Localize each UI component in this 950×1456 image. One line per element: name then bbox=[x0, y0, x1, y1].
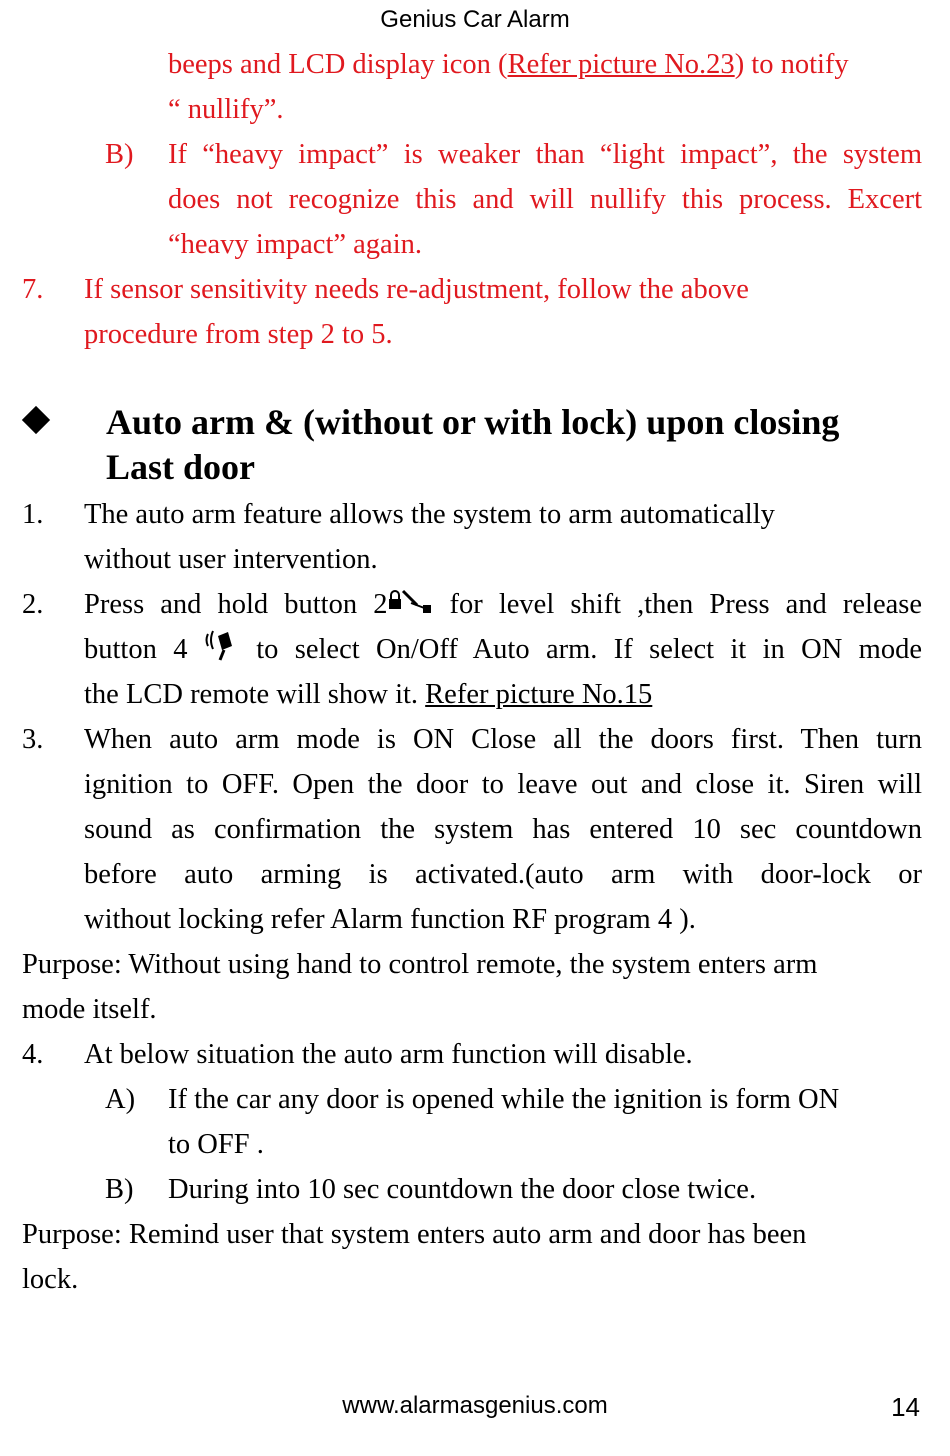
refer-picture-23-link: Refer picture No.23 bbox=[507, 49, 735, 80]
purpose-2-line-2: lock. bbox=[22, 1264, 79, 1295]
item-1-number: 1. bbox=[22, 499, 44, 530]
item-2-line-3-a: the LCD remote will show it. bbox=[84, 679, 426, 710]
item-1-line-2: without user intervention. bbox=[84, 544, 378, 575]
purpose-2-line-1: Purpose: Remind user that system enters auto arm and door has been bbox=[22, 1219, 807, 1250]
red-line-2: “ nullify”. bbox=[168, 94, 284, 125]
item-2-line-3 bbox=[84, 672, 686, 717]
section-heading-line-2: Last door bbox=[106, 447, 256, 487]
item-7-line-2: procedure from step 2 to 5. bbox=[84, 319, 393, 350]
item-3-line-2: ignition to OFF. Open the door to leave out and close it. Siren will bbox=[84, 769, 922, 800]
key-lock-icon bbox=[387, 587, 433, 617]
purpose-1-line-1: Purpose: Without using hand to control remote, the system enters arm bbox=[22, 949, 818, 980]
page-header: Genius Car Alarm bbox=[380, 6, 570, 33]
item-2-line-2-a: button 4 bbox=[84, 634, 204, 665]
item-2-line-1 bbox=[84, 582, 922, 627]
item-1-line-1: The auto arm feature allows the system to arm automatically bbox=[84, 499, 775, 530]
item-4a-line-1: If the car any door is opened while the ignition is form ON bbox=[168, 1084, 840, 1115]
purpose-1-line-2: mode itself. bbox=[22, 994, 157, 1025]
item-2-line-1-b: for level shift ,then Press and release bbox=[433, 589, 922, 620]
item-2-line-2 bbox=[84, 627, 922, 672]
footer-url: www.alarmasgenius.com bbox=[342, 1392, 608, 1419]
item-4a-line-2: to OFF . bbox=[168, 1129, 264, 1160]
item-7-line-1: If sensor sensitivity needs re-adjustment, follow the above bbox=[84, 274, 749, 305]
item-b-line-1: If “heavy impact” is weaker than “light impact”, the system bbox=[168, 139, 922, 170]
item-3-line-5: without locking refer Alarm function RF program 4 ). bbox=[84, 904, 696, 935]
red-line-1 bbox=[168, 42, 922, 87]
item-7-number: 7. bbox=[22, 274, 44, 305]
horn-sound-icon bbox=[204, 628, 240, 662]
item-4b-line-1: During into 10 sec countdown the door close twice. bbox=[168, 1174, 757, 1205]
item-2-line-1-a: Press and hold button 2 bbox=[84, 589, 388, 620]
item-b-line-2: does not recognize this and will nullify this process. Excert bbox=[168, 184, 922, 215]
section-heading-line-1: Auto arm & (without or with lock) upon closing bbox=[106, 402, 840, 442]
item-3-line-3: sound as confirmation the system has entered 10 sec countdown bbox=[84, 814, 922, 845]
diamond-bullet-icon bbox=[22, 406, 50, 434]
item-4-number: 4. bbox=[22, 1039, 44, 1070]
red-line-1-pre: beeps and LCD display icon ( bbox=[168, 49, 508, 80]
refer-picture-15-link: Refer picture No.15 bbox=[425, 679, 653, 710]
item-b-line-3: “heavy impact” again. bbox=[168, 229, 422, 260]
item-b-label: B) bbox=[105, 139, 134, 170]
item-4b-label: B) bbox=[105, 1174, 134, 1205]
item-2-number: 2. bbox=[22, 589, 44, 620]
item-3-line-1: When auto arm mode is ON Close all the doors first. Then turn bbox=[84, 724, 922, 755]
item-3-number: 3. bbox=[22, 724, 44, 755]
red-line-1-post: ) to notify bbox=[734, 49, 849, 80]
item-3-line-4: before auto arming is activated.(auto arm with door-lock or bbox=[84, 859, 922, 890]
item-2-line-2-b: to select On/Off Auto arm. If select it in ON mode bbox=[239, 634, 922, 665]
page-number: 14 bbox=[891, 1392, 920, 1422]
item-4a-label: A) bbox=[105, 1084, 136, 1115]
item-4-line-1: At below situation the auto arm function will disable. bbox=[84, 1039, 693, 1070]
